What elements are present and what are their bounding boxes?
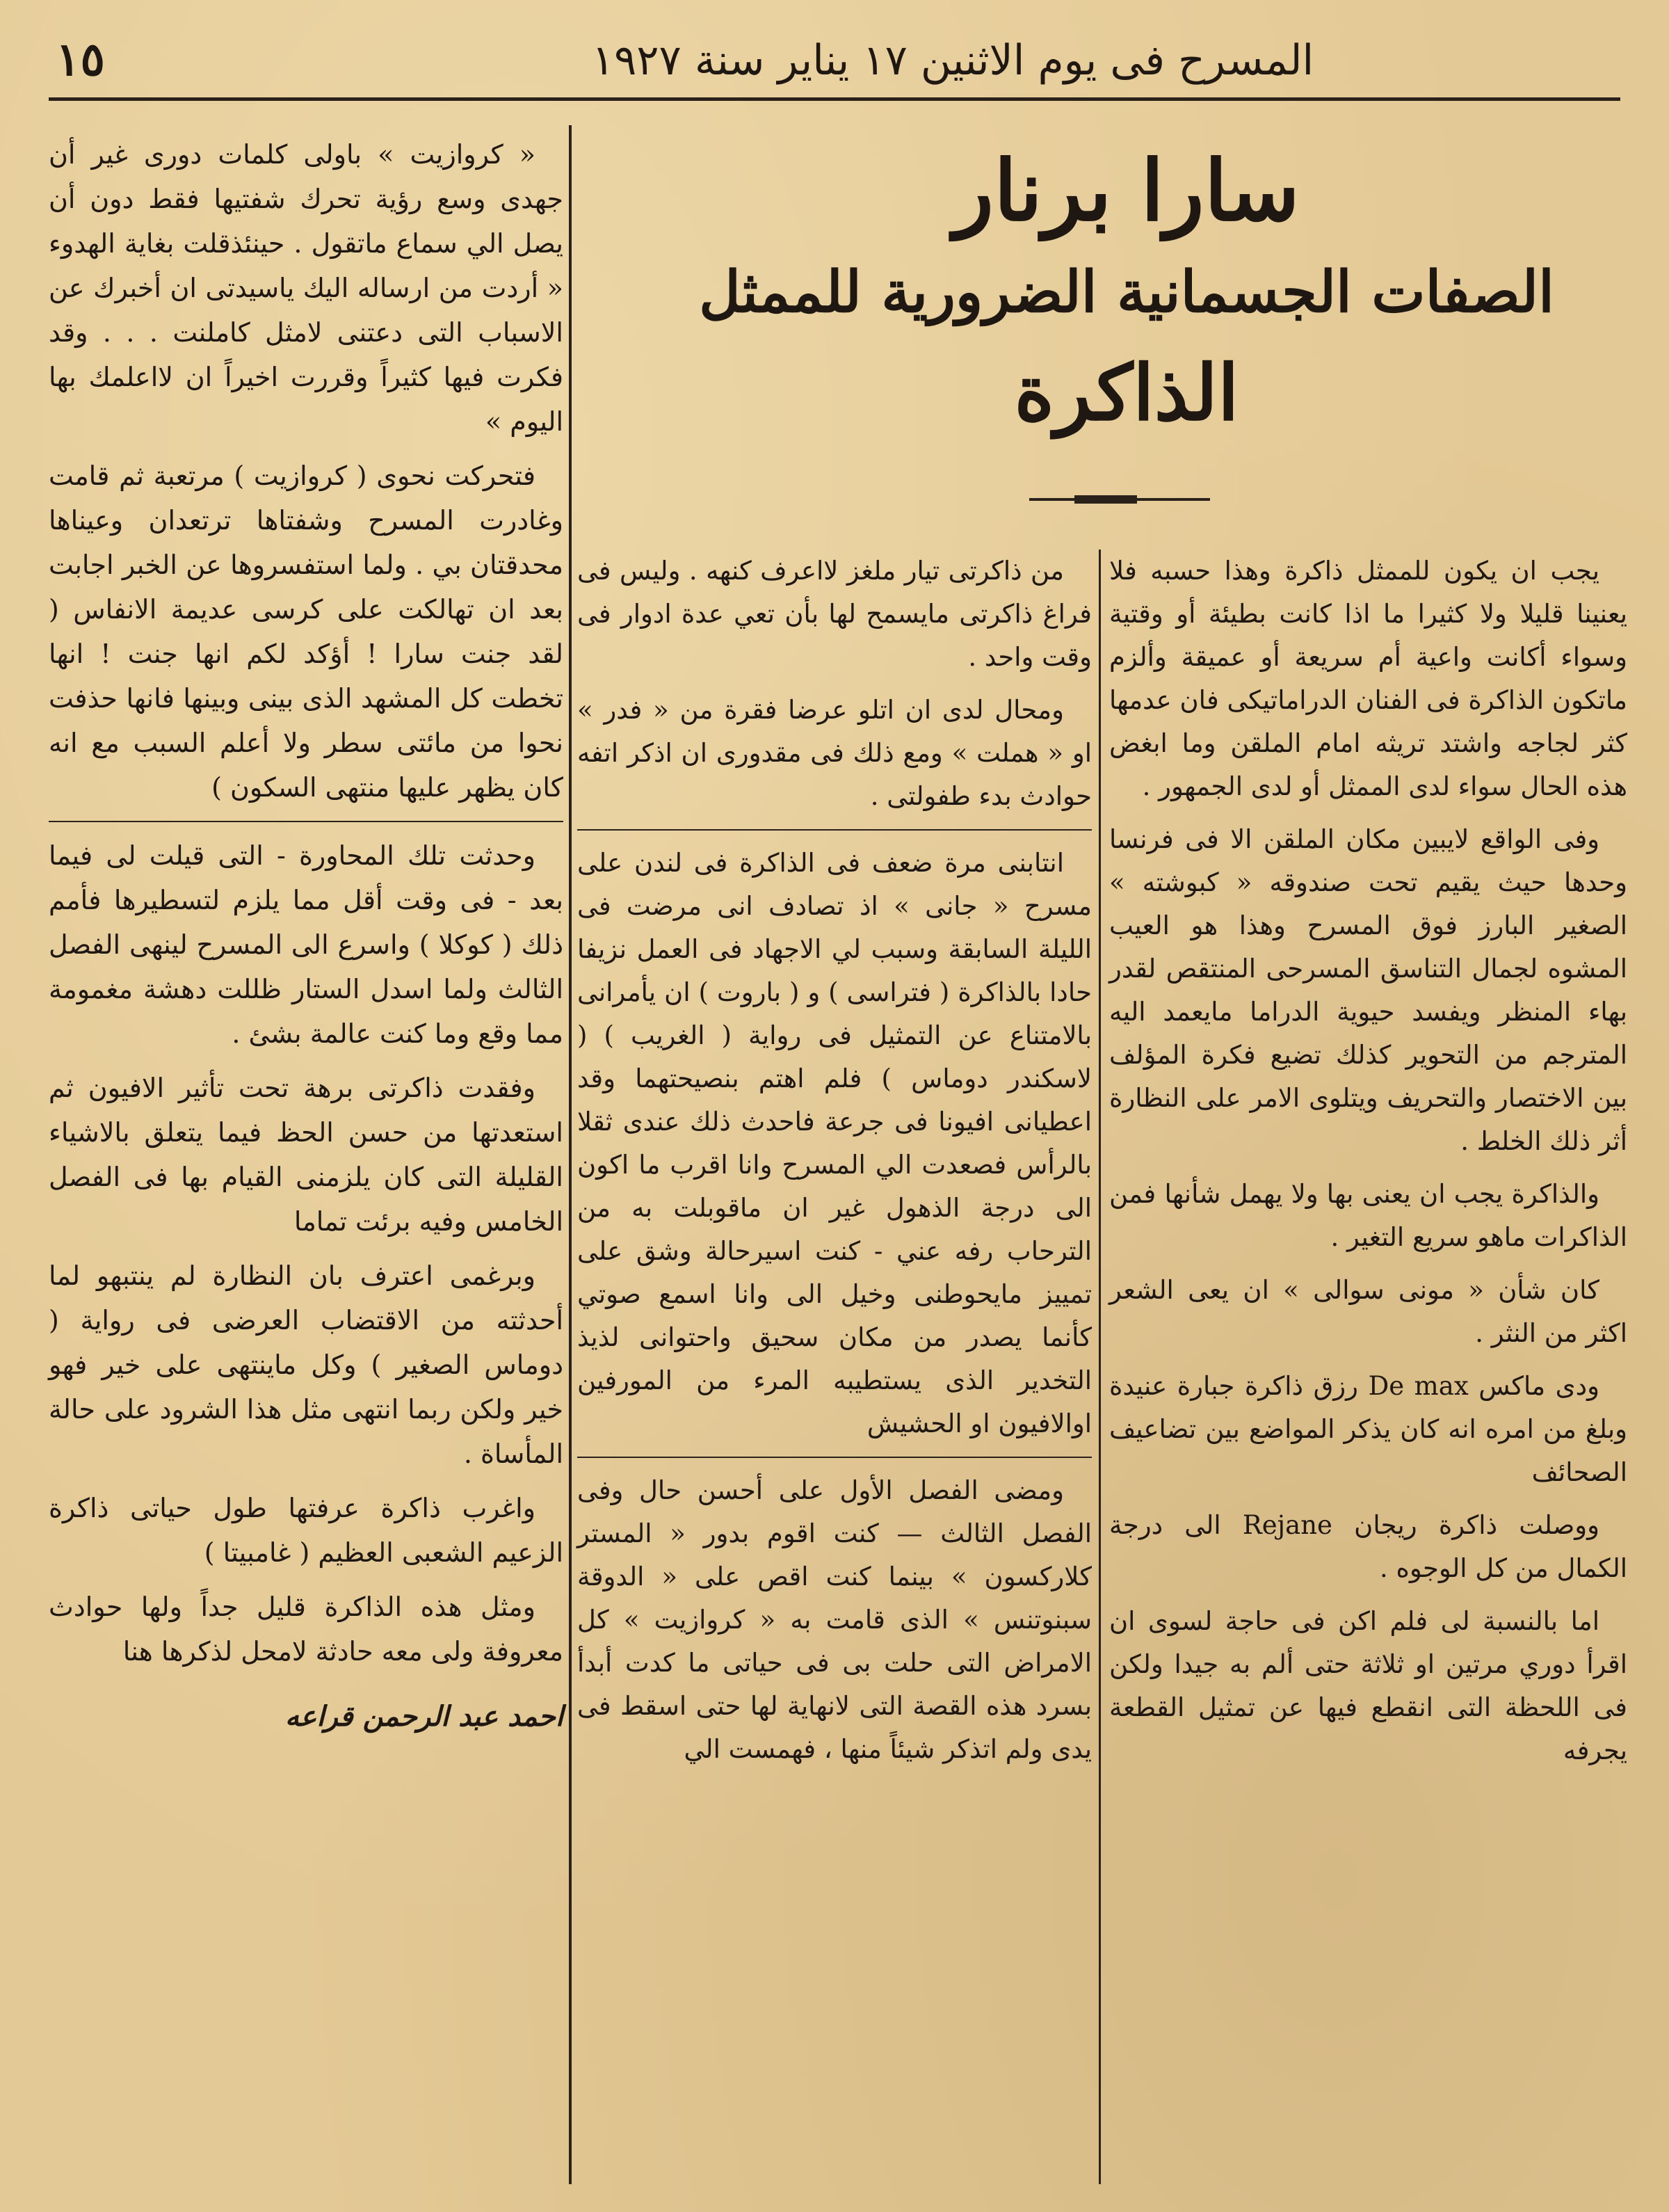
paragraph: يجب ان يكون للممثل ذاكرة وهذا حسبه فلا يعنينا قليلا ولا كثيرا ما اذا كانت بطيئة أو وقتية وسواء أكانت واعية أم سريعة أو عميقة وألزم ماتكون الذاكرة فى الفنان الدراماتيكى فان عدمها كثر لجاجه واشتد تريثه امام الملقن وما ابغض هذه الحال سواء لدى الممثل أو لدى الجمهور . [1109,556,1627,801]
paragraph: والذاكرة يجب ان يعنى بها ولا يهمل شأنها فمن الذاكرات ماهو سريع التغير . [1109,1179,1627,1252]
column-rule [1099,550,1101,2184]
page-header [49,28,1620,101]
separator [49,821,563,822]
separator [577,1457,1092,1458]
paragraph: من ذاكرتى تيار ملغز لااعرف كنهه . وليس فى فراغ ذاكرتى مايسمح لها بأن تعي عدة ادوار فى وقت واحد . [577,556,1092,672]
text-run: الى درجة الكمال من كل الوجوه . [1109,1510,1627,1583]
paragraph: وفى الواقع لايبين مكان الملقن الا فى فرنسا وحدها حيث يقيم تحت صندوقه « كبوشته » الصغير البارز فوق المسرح وهذا هو العيب المشوه لجمال التناسق المسرحى المنتقص لقدر بهاء المنظر ويفسد حيوية الدراما مايعمد اليه المترجم من التحوير كذلك تضيع فكرة المؤلف بين الاختصار والتحريف ويتلوى الامر على النظارة أثر ذلك الخلط . [1109,824,1627,1156]
paragraph: اما بالنسبة لى فلم اكن فى حاجة لسوى ان اقرأ دوري مرتين او ثلاثة حتى ألم به جيدا ولكن فى اللحظة التى انقطع فيها عن تمثيل القطعة يجرفه [1109,1606,1627,1765]
heading-divider-center [1074,495,1137,504]
text-run: ودى ماكس [1478,1371,1599,1401]
article-subtitle: الصفات الجسمانية الضرورية للممثل [699,259,1554,326]
paragraph: كان شأن « مونى سوالى » ان يعى الشعر اكثر من النثر . [1109,1275,1627,1348]
column-left [49,132,563,2163]
page-number: ١٥ [56,32,105,86]
column-right [1109,550,1627,2184]
paragraph: فتحركت نحوى ( كروازيت ) مرتعبة ثم قامت وغادرت المسرح وشفتاها ترتعدان وعيناها محدقتان بي . ولما استفسروها عن الخبر اجابت بعد ان تهالكت على كرسى عديمة الانفاس ( لقد جنت سارا ! أؤكد لكم انها جنت ! انها تخطت كل المشهد الذى بينى وبينها فانها حذفت نحوا من مائتى سطر ولا أعلم السبب مع انه كان يظهر عليها منتهى السكون ) [49,460,563,803]
paragraph: « كروازيت » باولى كلمات دورى غير أن جهدى وسع رؤية تحرك شفتيها فقط دون أن يصل الي سماع ماتقول . حينئذقلت بغاية الهدوء « أردت من ارساله اليك ياسيدتى ان أخبرك عن الاسباب التى دعتنى لامثل كاملنت . . . وقد فكرت فيها كثيراً وقررت اخيراً ان لااعلمك بها اليوم » [49,139,563,437]
paragraph: وحدثت تلك المحاورة - التى قيلت لى فيما بعد - فى وقت أقل مما يلزم لتسطيرها فأمم ذلك ( كوكلا ) واسرع الى المسرح لينهى الفصل الثالث ولما اسدل الستار ظللت دهشة مغمومة مما وقع وما كنت عالمة بشئ . [49,840,563,1049]
author-signature: احمد عبد الرحمن قراعه [285,1700,563,1733]
column-rule [569,125,572,2184]
paragraph: ومحال لدى ان اتلو عرضا فقرة من « فدر » او « هملت » ومع ذلك فى مقدورى ان اذكر اتفه حوادث بدء طفولتى . [577,695,1092,811]
paragraph [1109,1365,1627,1494]
header-title: المسرح فى يوم الاثنين ١٧ يناير سنة ١٩٢٧ [591,36,1314,85]
latin-name: De max [1368,1371,1469,1401]
article-title: سارا برنار [953,142,1300,240]
paragraph: ومثل هذه الذاكرة قليل جداً ولها حوادث معروفة ولى معه حادثة لامحل لذكرها هنا [49,1592,563,1667]
text-run: رزق ذاكرة جبارة عنيدة وبلغ من امره انه كان يذكر المواضع بين تضاعيف الصحائف [1109,1371,1627,1487]
column-middle [577,550,1092,2184]
paragraph: انتابنى مرة ضعف فى الذاكرة فى لندن على مسرح « جانى » اذ تصادف انى مرضت فى الليلة السابقة وسبب لي الاجهاد فى العمل نزيفا حادا بالذاكرة ( فتراسى ) و ( باروت ) ان يأمرانى بالامتناع عن التمثيل فى رواية ( الغريب ) ( لاسكندر دوماس ) فلم اهتم بنصيحتهما وقد اعطيانى افيونا فى جرعة فاحدث ذلك عندى ثقلا بالرأس فصعدت الي المسرح وانا اقرب ما اكون الى درجة الذهول غير ان ماقوبلت به من الترحاب رفه عني - كنت اسيرحالة وشق على تمييز مايحوطنى وخيل الى وانا اسمع صوتي كأنما يصدر من مكان سحيق واحتوانى لذيذ التخدير الذى يستطيبه المرء من المورفين اوالافيون او الحشيش [577,848,1092,1438]
separator [577,829,1092,831]
paragraph: ومضى الفصل الأول على أحسن حال وفى الفصل الثالث — كنت اقوم بدور « المستر كلاركسون » بينما كنت اقص على « الدوقة سبنوتنس » الذى قامت به « كروازيت » كل الامراض التى حلت بى فى حياتى ما كدت أبدأ بسرد هذه القصة التى لانهاية لها حتى اسقط فى يدى ولم اتذكر شيئاً منها ، فهمست الي [577,1475,1092,1764]
latin-name: Rejane [1242,1510,1332,1540]
article-section-title: الذاكرة [1014,348,1239,438]
paragraph: وبرغمى اعترف بان النظارة لم ينتبهو لما أحدثته من الاقتضاب العرضى فى رواية ( دوماس الصغير ) وكل ماينتهى على خير فهو خير ولكن ربما انتهى مثل هذا الشرود على حالة المأساة . [49,1260,563,1469]
paragraph [1109,1504,1627,1590]
paragraph: وفقدت ذاكرتى برهة تحت تأثير الافيون ثم استعدتها من حسن الحظ فيما يتعلق بالاشياء القليلة التى كان يلزمنى القيام بها فى الفصل الخامس وفيه برئت تماما [49,1073,563,1237]
text-run: ووصلت ذاكرة ريجان [1354,1510,1600,1540]
article-heading [626,139,1627,501]
paragraph: واغرب ذاكرة عرفتها طول حياتى ذاكرة الزعيم الشعبى العظيم ( غامبيتا ) [49,1493,563,1568]
